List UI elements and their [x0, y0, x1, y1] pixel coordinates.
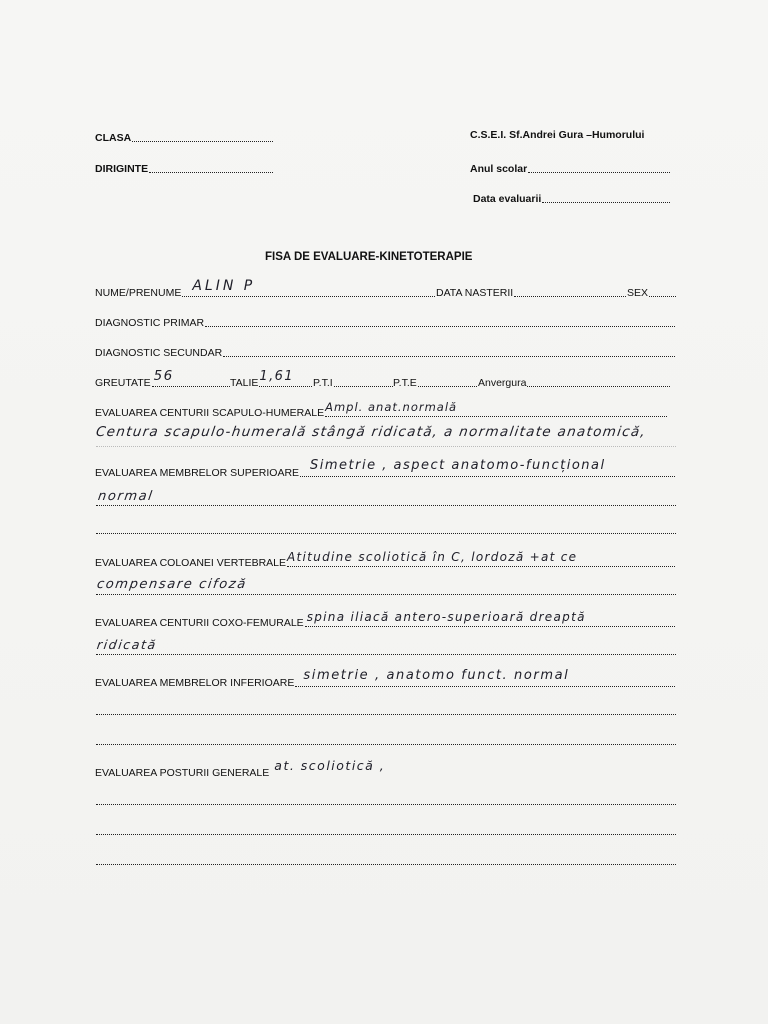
diagnostic-secundar-field: [95, 343, 675, 359]
clasa-field: [95, 128, 273, 144]
talie-dots: [259, 369, 312, 387]
diriginte-label: DIRIGINTE: [95, 163, 149, 175]
coloana-vertebrala-value-2: compensare cifoză: [95, 577, 248, 592]
coxo-femurale-label: EVALUAREA CENTURII COXO-FEMURALE: [95, 617, 304, 629]
membre-inferioare-label: EVALUAREA MEMBRELOR INFERIOARE: [95, 677, 295, 689]
coxo-femurale-line-2: [96, 654, 676, 655]
clasa-dots: [132, 141, 273, 142]
pte-dots: [418, 386, 477, 387]
scapulo-humerale-dots: [325, 400, 667, 417]
membre-inferioare-field: [95, 668, 675, 689]
anul-scolar-field: [470, 159, 670, 175]
membre-inferioare-value: simetrie , anatomo funct. normal: [303, 668, 570, 683]
coloana-vertebrala-line-2: [96, 594, 676, 595]
diagnostic-primar-field: [95, 313, 675, 329]
scapulo-humerale-label: EVALUAREA CENTURII SCAPULO-HUMERALE: [95, 407, 325, 419]
membre-superioare-line-3: [96, 533, 676, 534]
pti-field: [313, 373, 393, 389]
coxo-femurale-value-2: ridicată: [95, 637, 158, 652]
nume-field: [95, 278, 435, 299]
postura-generala-line-3: [96, 834, 676, 835]
postura-generala-line-4: [96, 864, 676, 865]
membre-superioare-field: [95, 458, 675, 479]
diriginte-field: [95, 159, 273, 175]
form-title: FISA DE EVALUARE-KINETOTERAPIE: [265, 251, 473, 263]
scapulo-humerale-field: [95, 400, 667, 419]
coloana-vertebrala-field: [95, 550, 675, 569]
coxo-femurale-value: spina iliacă antero-superioară dreaptă: [306, 610, 586, 624]
data-evaluarii-field: [473, 189, 670, 205]
pte-field: [393, 373, 477, 389]
greutate-value: 56: [153, 368, 174, 384]
talie-value: 1,61: [259, 369, 294, 384]
diriginte-dots: [149, 172, 273, 173]
sex-dots: [649, 296, 676, 297]
talie-label: TALIE: [230, 377, 259, 389]
diagnostic-primar-dots: [205, 326, 675, 327]
diagnostic-secundar-label: DIAGNOSTIC SECUNDAR: [95, 347, 223, 359]
data-nasterii-label: DATA NASTERII: [436, 287, 514, 299]
coloana-vertebrala-value: Atitudine scoliotică în C, lordoză +at ce: [287, 550, 578, 564]
data-nasterii-field: [436, 283, 626, 299]
clasa-label: CLASA: [95, 132, 132, 144]
data-nasterii-dots: [514, 296, 626, 297]
coloana-vertebrala-label: EVALUAREA COLOANEI VERTEBRALE: [95, 557, 287, 569]
anul-scolar-label: Anul scolar: [470, 163, 528, 175]
postura-generala-line-2: [96, 804, 676, 805]
data-evaluarii-label: Data evaluarii: [473, 193, 542, 205]
nume-label: NUME/PRENUME: [95, 287, 182, 299]
anvergura-field: [478, 373, 670, 389]
pte-label: P.T.E: [393, 377, 417, 389]
nume-value: ALIN P: [192, 278, 256, 294]
coxo-femurale-dots: [305, 610, 675, 627]
sex-field: [627, 283, 676, 299]
postura-generala-dots: [270, 758, 675, 777]
membre-superioare-label: EVALUAREA MEMBRELOR SUPERIOARE: [95, 467, 300, 479]
membre-inferioare-line-2: [96, 714, 676, 715]
scapulo-humerale-note: Centura scapulo-humerală stângă ridicată, a normalitate anatomică,: [94, 424, 648, 440]
greutate-label: GREUTATE: [95, 377, 151, 389]
sex-label: SEX: [627, 287, 649, 299]
postura-generala-field: [95, 758, 675, 779]
coxo-femurale-field: [95, 610, 675, 629]
talie-field: [230, 369, 312, 389]
membre-superioare-value-2: normal: [96, 489, 155, 504]
scapulo-humerale-value: Ampl. anat.normală: [325, 400, 458, 414]
membre-inferioare-line-3: [96, 744, 676, 745]
school-name: C.S.E.I. Sf.Andrei Gura –Humorului: [470, 129, 645, 141]
membre-inferioare-dots: [295, 668, 675, 687]
postura-generala-value: at. scoliotică ,: [274, 758, 386, 773]
diagnostic-primar-label: DIAGNOSTIC PRIMAR: [95, 317, 205, 329]
nume-dots: [182, 278, 435, 297]
membre-superioare-dots: [300, 458, 675, 477]
coloana-vertebrala-dots: [287, 550, 675, 567]
greutate-field: [95, 368, 230, 389]
pti-label: P.T.I: [313, 377, 333, 389]
pti-dots: [334, 386, 393, 387]
membre-superioare-line-2: [96, 505, 676, 506]
anvergura-label: Anvergura: [478, 377, 527, 389]
postura-generala-label: EVALUAREA POSTURII GENERALE: [95, 767, 270, 779]
membre-superioare-value: Simetrie , aspect anatomo-funcțional: [310, 458, 606, 473]
diagnostic-secundar-dots: [223, 356, 675, 357]
anvergura-dots: [527, 386, 670, 387]
scapulo-note-dotline: [96, 446, 676, 447]
anul-scolar-dots: [528, 172, 670, 173]
greutate-dots: [152, 368, 230, 387]
data-evaluarii-dots: [542, 202, 670, 203]
